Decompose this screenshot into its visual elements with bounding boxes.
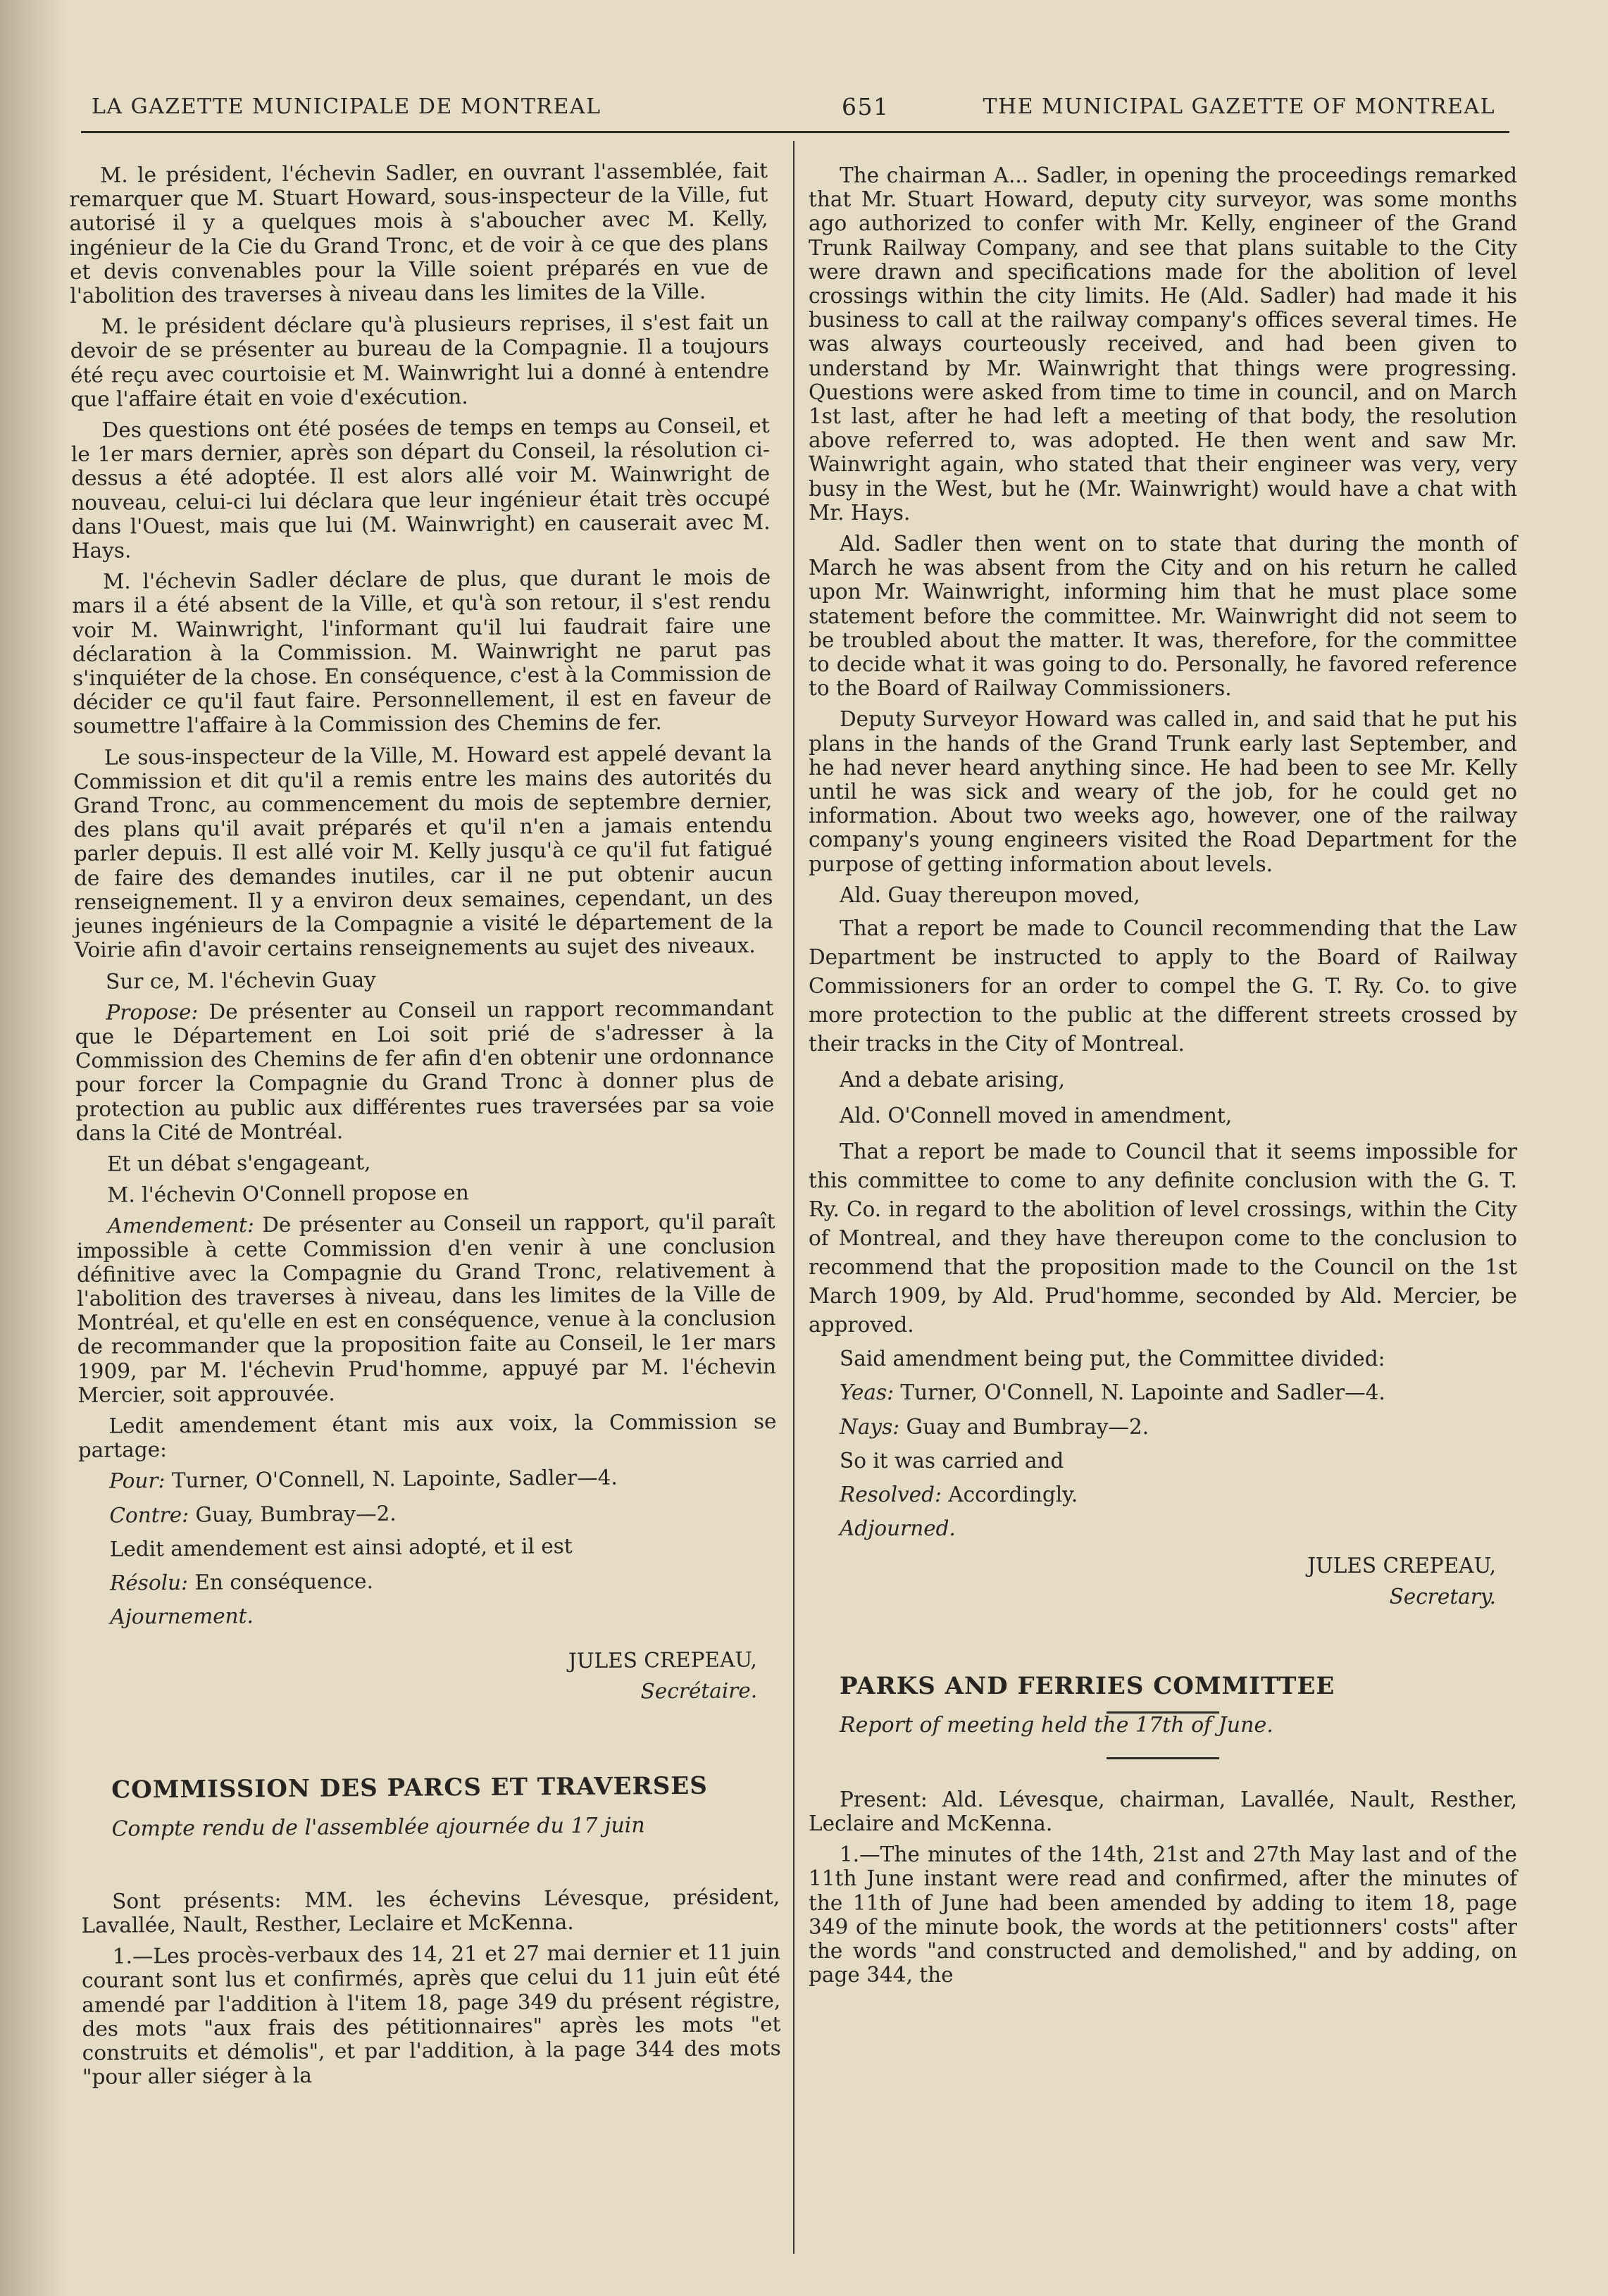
motion-label: Propose: bbox=[106, 999, 199, 1025]
section-title: PARKS AND FERRIES COMMITTEE bbox=[840, 1672, 1335, 1701]
minutes-paragraph: 1.—Les procès-verbaux des 14, 21 et 27 mai dernier et 11 juin courant sont lus et confirmés, après que celui du 11 juin eût été amendé par l'addition à l'item 18, page 349 du présent régistre, des mots "aux frais des pétitionnaires" après les mots "et construits et démolis", et par l'addition, à la page 344 des mots "pour aller siéger à la bbox=[81, 1940, 781, 2090]
paragraph: Ledit amendement est ainsi adopté, et il est bbox=[109, 1533, 573, 1561]
vote-nays-label: Nays: bbox=[840, 1414, 900, 1439]
amendment-text: De présenter au Conseil un rapport, qu'il paraît impossible à cette Commission d'en venir à une conclusion définitive avec la Compagnie du Grand Tronc, relativement à l'abolition des traverses à niveau, dans les limites de la Ville de Montréal, et qu'elle en est en conséquence, venue à la conclusion de recommander que la proposition faite au Conseil, le 1er mars 1909, par M. l'échevin Prud'homme, appuyé par M. l'échevin Mercier, soit approuvée. bbox=[76, 1209, 777, 1407]
resolution-text: En conséquence. bbox=[187, 1569, 374, 1595]
vote-for bbox=[78, 1464, 777, 1493]
paragraph: And a debate arising, bbox=[840, 1068, 1065, 1092]
page-gutter-shadow bbox=[0, 0, 67, 2296]
motion-text: De présenter au Conseil un rapport recommandant que le Département en Loi soit prié de s'adresser à la Commission des Chemins de fer afin d'en obtenir une ordonnance pour forcer la Compagnie du Grand Tronc à donner plus de protection au public aux différentes rues traversées par sa voie dans la Cité de Montréal. bbox=[75, 995, 775, 1145]
motion-paragraph bbox=[75, 996, 774, 1145]
resolution-label: Résolu: bbox=[109, 1570, 189, 1595]
vote-yeas-names: Turner, O'Connell, N. Lapointe and Sadler—4. bbox=[894, 1380, 1385, 1405]
adjournment bbox=[809, 1516, 1517, 1540]
paragraph: M. le président, l'échevin Sadler, en ouvrant l'assemblée, fait remarquer que M. Stuart Howard, sous-inspecteur de la Ville, fut autorisé il y a quelques mois à s'aboucher avec M. Kelly, ingénieur de la Cie du Grand Tronc, et de voir à ce que des plans et devis convenables pour la Ville soient préparés en vue de l'abolition des traverses à niveau dans les limites de la Ville. bbox=[69, 158, 769, 308]
attendance-paragraph: Present: Ald. Lévesque, chairman, Lavallée, Nault, Resther, Leclaire and McKenna. bbox=[809, 1787, 1517, 1835]
vote-for-label: Pour: bbox=[108, 1468, 166, 1494]
adjournment-text: Adjourned. bbox=[840, 1516, 956, 1541]
signature-block bbox=[809, 1550, 1496, 1612]
signature-role: Secretary. bbox=[1389, 1585, 1496, 1609]
vote-against-names: Guay, Bumbray—2. bbox=[188, 1501, 397, 1527]
resolution bbox=[79, 1566, 778, 1595]
paragraph: Deputy Surveyor Howard was called in, and said that he put his plans in the hands of the Grand Trunk early last September, and he had never heard anything since. He had been to see Mr. Kelly until he was sick and weary of the job, for he could get no information. About two weeks ago, however, one of the railway company's young engineers visited the Road Department for the purpose of getting information about levels. bbox=[809, 707, 1517, 876]
header-french-title: LA GAZETTE MUNICIPALE DE MONTREAL bbox=[92, 94, 602, 119]
signature-name: JULES CREPEAU, bbox=[1307, 1554, 1496, 1578]
amendment-label: Amendement: bbox=[107, 1213, 254, 1238]
paragraph: M. l'échevin Sadler déclare de plus, que durant le mois de mars il a été absent de la Ville, et qu'à son retour, il s'est rendu voir M. Wainwright, l'informant qu'il lui faudrait faire une déclaration à la Commission. M. Wainwright ne parut pas s'inquiéter de la chose. En conséquence, c'est à la Commission de décider ce qu'il faut faire. Personnellement, il est en faveur de soumettre l'affaire à la Commission des Chemins de fer. bbox=[72, 565, 772, 739]
signature-role: Secrétaire. bbox=[640, 1678, 758, 1704]
minutes-paragraph: 1.—The minutes of the 14th, 21st and 27th May last and of the 11th June instant were read and confirmed, after the minutes of the 11th of June had been amended by adding to item 18, page 349 of the minute book, the words at the petitionners' costs" after the words "and constructed and demolished," and by adding, on page 344, the bbox=[809, 1842, 1517, 1988]
section-title: COMMISSION DES PARCS ET TRAVERSES bbox=[111, 1772, 708, 1805]
vote-against bbox=[78, 1499, 777, 1528]
amendment-paragraph: That a report be made to Council that it seems impossible for this committee to come to any definite conclusion with the G. T. Ry. Co. in regard to the abolition of level crossings, within the City of Montreal, and they have thereupon come to the conclusion to recommend that the proposition made to the Council on the 1st March 1909, by Ald. Prud'homme, seconded by Ald. Mercier, be approved. bbox=[809, 1140, 1517, 1337]
motion-paragraph: That a report be made to Council recommending that the Law Department be instructed to apply to the Board of Railway Commissioners for an order to compel the G. T. Ry. Co. to give more protection to the public at the different streets crossed by their tracks in the City of Montreal. bbox=[809, 916, 1517, 1056]
section-subtitle: Report of meeting held the 17th of June. bbox=[840, 1712, 1273, 1737]
header-english-title: THE MUNICIPAL GAZETTE OF MONTREAL bbox=[983, 94, 1495, 119]
paragraph: Sur ce, M. l'échevin Guay bbox=[105, 967, 376, 994]
page-number: 651 bbox=[842, 93, 890, 120]
paragraph: Et un débat s'engageant, bbox=[106, 1149, 371, 1176]
paragraph: Ald. Sadler then went on to state that during the month of March he was absent from the City and on his return he called upon Mr. Wainwright, informing him that he must place some statement before the committee. Mr. Wainwright did not seem to be troubled about the matter. It was, therefore, for the committee to decide what it was going to do. Personally, he favored reference to the Board of Railway Commissioners. bbox=[809, 532, 1517, 701]
paragraph: Le sous-inspecteur de la Ville, M. Howard est appelé devant la Commission et dit qu'il a remis entre les mains des autorités du Grand Tronc, au commencement du mois de septembre dernier, des plans qu'il avait préparés et qu'il n'en a jamais entendu parler depuis. Il est allé voir M. Kelly jusqu'à ce qu'il fut fatigué de faire des demandes inutiles, car il ne put obtenir aucun renseignement. Il y a environ deux semaines, cependant, un des jeunes ingénieurs de la Compagnie a visité le département de la Voirie afin d'avoir certains renseignements au sujet des niveaux. bbox=[73, 740, 773, 963]
resolution-label: Resolved: bbox=[840, 1482, 942, 1506]
amendment-paragraph bbox=[76, 1209, 776, 1407]
paragraph: M. le président déclare qu'à plusieurs reprises, il s'est fait un devoir de se présenter au bureau de la Compagnie. Il a toujours été reçu avec courtoisie et M. Wainwright lui a donné à entendre que l'affaire était en voie d'exécution. bbox=[70, 310, 770, 411]
vote-against-label: Contre: bbox=[109, 1502, 189, 1528]
french-column bbox=[69, 158, 781, 2096]
resolution-text: Accordingly. bbox=[941, 1482, 1078, 1506]
signature-name: JULES CREPEAU, bbox=[568, 1647, 757, 1673]
adjournment bbox=[79, 1600, 778, 1629]
vote-nays-names: Guay and Bumbray—2. bbox=[899, 1414, 1149, 1439]
vote-yeas bbox=[809, 1380, 1517, 1404]
section-subtitle: Compte rendu de l'assemblée ajournée du 17 juin bbox=[111, 1812, 645, 1842]
signature-block bbox=[80, 1645, 758, 1711]
paragraph: Des questions ont été posées de temps en temps au Conseil, et le 1er mars dernier, après son départ du Conseil, la résolution ci-dessus a été adoptée. Il est alors allé voir M. Wainwright de nouveau, celui-ci lui déclara que leur ingénieur était très occupé dans l'Ouest, mais que lui (M. Wainwright) en causerait avec M. Hays. bbox=[70, 413, 771, 563]
english-column bbox=[809, 163, 1517, 1994]
paragraph: Ald. O'Connell moved in amendment, bbox=[840, 1104, 1233, 1128]
paragraph: Said amendment being put, the Committee divided: bbox=[840, 1347, 1385, 1371]
page-header bbox=[85, 90, 1502, 132]
adjournment-text: Ajournement. bbox=[110, 1604, 254, 1629]
vote-yeas-label: Yeas: bbox=[840, 1380, 895, 1405]
paragraph: The chairman A... Sadler, in opening the proceedings remarked that Mr. Stuart Howard, deputy city surveyor, was some months ago authorized to confer with Mr. Kelly, engineer of the Grand Trunk Railway Company, and see that plans suitable to the City were drawn and specifications made for the abolition of level crossings within the city limits. He (Ald. Sadler) had made it his business to call at the railway company's offices several times. He was always courteously received, and had been given to understand by Mr. Wainwright that things were progressing. Questions were asked from time to time in council, and on March 1st last, after he had left a meeting of that body, the resolution above referred to, was adopted. He then went and saw Mr. Wainwright again, who stated that their engineer was very, very busy in the West, but he (Mr. Wainwright) would have a chat with Mr. Hays. bbox=[809, 163, 1517, 525]
header-rule bbox=[81, 131, 1509, 133]
vote-for-names: Turner, O'Connell, N. Lapointe, Sadler—4. bbox=[165, 1465, 618, 1493]
resolution bbox=[809, 1483, 1517, 1506]
paragraph: Ledit amendement étant mis aux voix, la Commission se partage: bbox=[77, 1409, 777, 1463]
paragraph: M. l'échevin O'Connell propose en bbox=[107, 1180, 469, 1207]
paragraph: So it was carried and bbox=[840, 1448, 1064, 1473]
vote-nays bbox=[809, 1415, 1517, 1439]
paragraph: Ald. Guay thereupon moved, bbox=[840, 882, 1140, 907]
attendance-paragraph: Sont présents: MM. les échevins Lévesque, président, Lavallée, Nault, Resther, Leclaire et McKenna. bbox=[81, 1884, 780, 1938]
column-divider bbox=[793, 141, 794, 2254]
